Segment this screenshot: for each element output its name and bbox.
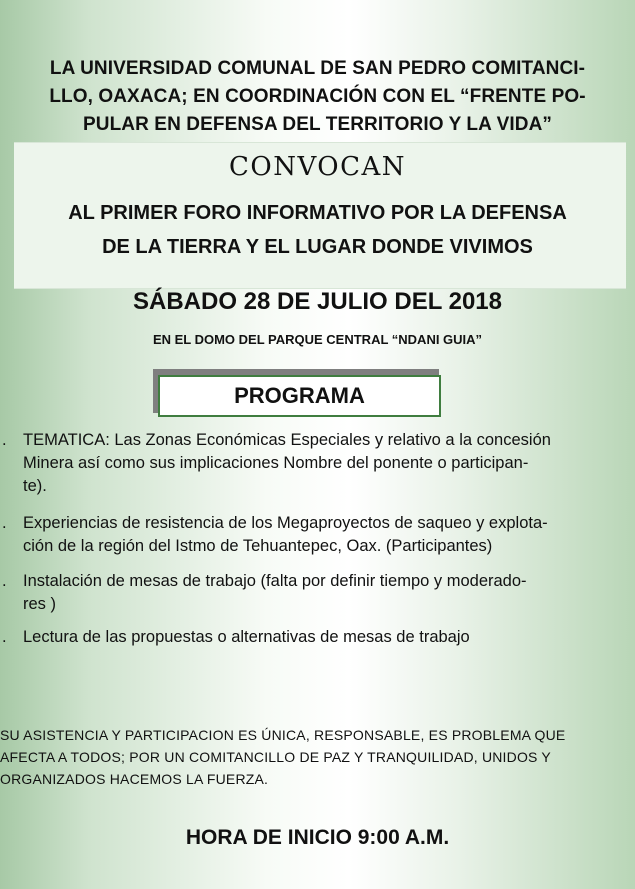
program-item-line: te).	[23, 477, 47, 495]
forum-title-line: AL PRIMER FORO INFORMATIVO POR LA DEFENSA	[68, 202, 567, 224]
organizers-line: LA UNIVERSIDAD COMUNAL DE SAN PEDRO COMITANCI-	[49, 58, 586, 79]
program-heading: PROGRAMA	[158, 375, 441, 417]
forum-title-line: DE LA TIERRA Y EL LUGAR DONDE VIVIMOS	[102, 236, 533, 258]
closing-line: ORGANIZADOS HACEMOS LA FUERZA.	[0, 771, 269, 787]
program-item-line: ción de la región del Istmo de Tehuantepec, Oax. (Participantes)	[23, 537, 493, 555]
organizers-line: LLO, OAXACA; EN COORDINACIÓN CON EL “FRENTE PO-	[49, 86, 586, 107]
program-item-bullet: .	[2, 628, 7, 646]
organizers-heading	[0, 55, 635, 139]
event-date: SÁBADO 28 DE JULIO DEL 2018	[132, 288, 502, 315]
convocan-heading: CONVOCAN	[228, 152, 406, 182]
program-item-line: Experiencias de resistencia de los Megaproyectos de saqueo y explota-	[23, 514, 548, 532]
closing-line: SU ASISTENCIA Y PARTICIPACION ES ÚNICA, RESPONSABLE, ES PROBLEMA QUE	[0, 727, 566, 743]
program-item-line: res )	[23, 595, 56, 613]
program-item-line: Lectura de las propuestas o alternativas de mesas de trabajo	[23, 628, 470, 646]
program-item-line: Minera así como sus implicaciones Nombre del ponente o participan-	[23, 454, 529, 472]
organizers-line: PULAR EN DEFENSA DEL TERRITORIO Y LA VIDA”	[82, 114, 553, 135]
closing-line: AFECTA A TODOS; POR UN COMITANCILLO DE PAZ Y TRANQUILIDAD, UNIDOS Y	[0, 749, 551, 765]
program-item-bullet: .	[2, 514, 7, 532]
closing-message	[0, 724, 600, 790]
program-item-bullet: .	[2, 431, 7, 449]
program-item-line: Instalación de mesas de trabajo (falta por definir tiempo y moderado-	[23, 572, 527, 590]
event-venue: EN EL DOMO DEL PARQUE CENTRAL “NDANI GUIA”	[152, 332, 483, 347]
program-item-bullet: .	[2, 572, 7, 590]
program-item-line: TEMATICA: Las Zonas Económicas Especiales y relativo a la concesión	[23, 431, 551, 449]
start-time: HORA DE INICIO 9:00 A.M.	[185, 826, 450, 849]
forum-title	[0, 196, 635, 264]
